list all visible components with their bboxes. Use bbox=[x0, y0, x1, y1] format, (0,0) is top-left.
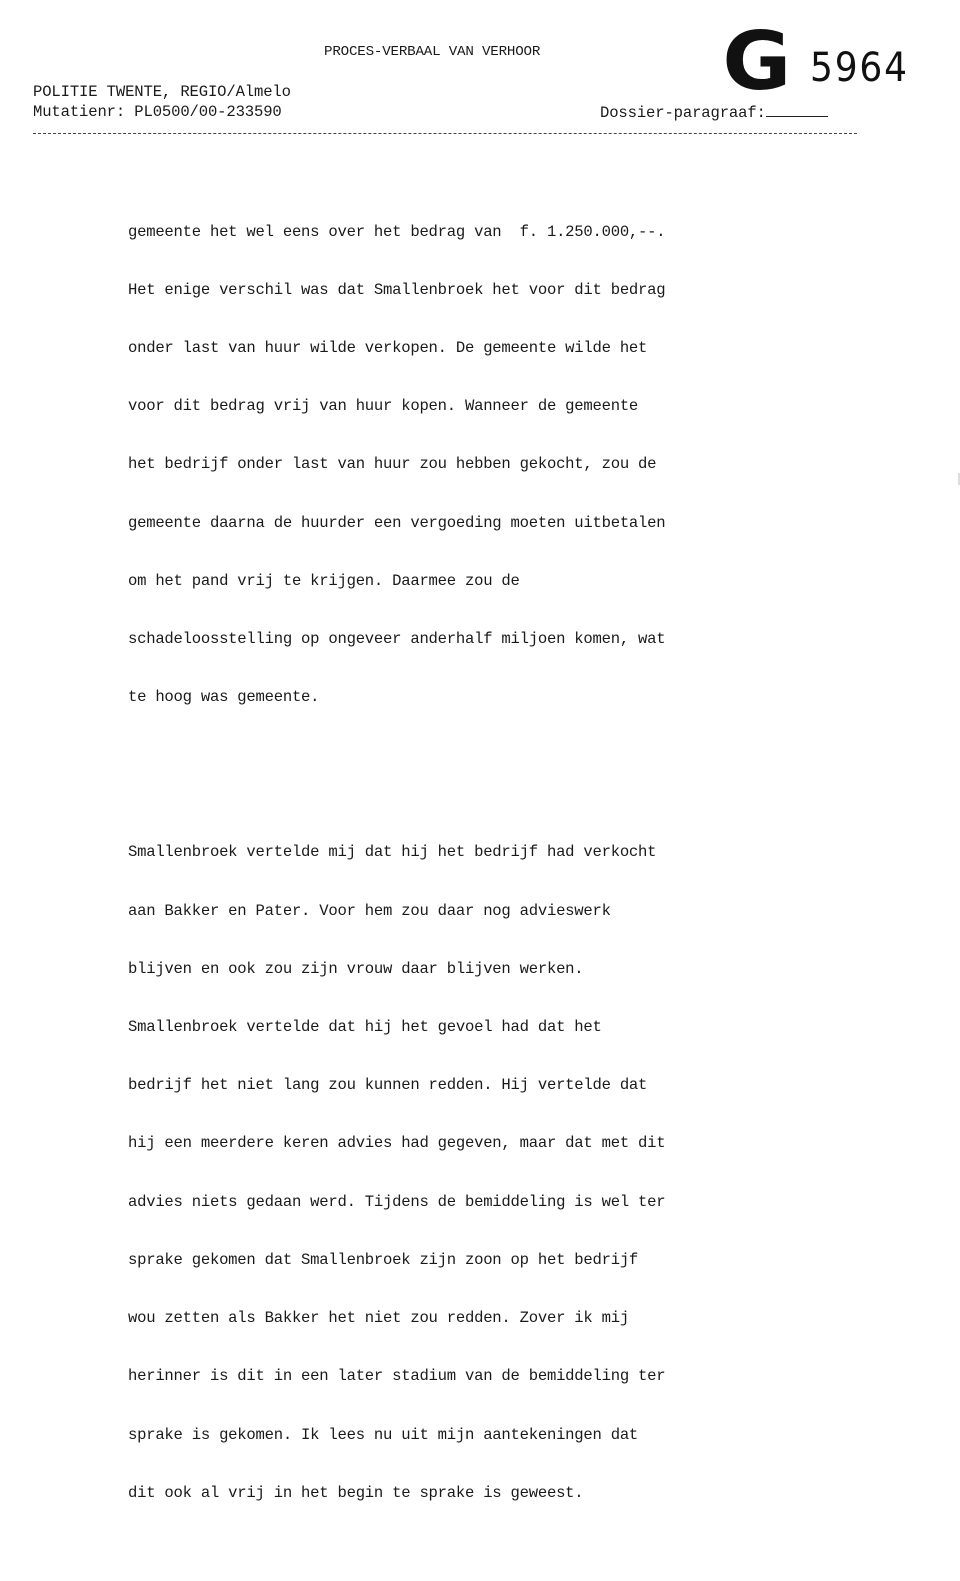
statement-body bbox=[128, 145, 828, 1581]
text-line: sprake gekomen dat Smallenbroek zijn zoon op het bedrijf bbox=[128, 1250, 639, 1269]
text-line: wou zetten als Bakker het niet zou redden. Zover ik mij bbox=[128, 1309, 629, 1328]
text-line: te hoog was gemeente. bbox=[128, 688, 320, 707]
paragraph-1 bbox=[128, 184, 828, 747]
text-line: Smallenbroek vertelde dat hij het gevoel had dat het bbox=[128, 1018, 602, 1037]
text-line: aan Bakker en Pater. Voor hem zou daar nog advieswerk bbox=[128, 901, 611, 920]
stamp-number: 5964 bbox=[810, 45, 909, 91]
text-line: sprake is gekomen. Ik lees nu uit mijn aantekeningen dat bbox=[128, 1425, 639, 1444]
text-line: Smallenbroek vertelde mij dat hij het bedrijf had verkocht bbox=[128, 843, 657, 862]
paragraph-2 bbox=[128, 805, 828, 1542]
text-line: het bedrijf onder last van huur zou hebben gekocht, zou de bbox=[128, 455, 657, 474]
organization-header: POLITIE TWENTE, REGIO/Almelo bbox=[33, 83, 291, 101]
text-line: herinner is dit in een later stadium van de bemiddeling ter bbox=[128, 1367, 666, 1386]
mutation-number: PL0500/00-233590 bbox=[134, 103, 282, 121]
dossier-blank bbox=[766, 103, 828, 117]
mutation-label: Mutatienr: bbox=[33, 103, 126, 121]
mutation-number-line bbox=[33, 103, 282, 121]
text-line: gemeente daarna de huurder een vergoeding moeten uitbetalen bbox=[128, 513, 666, 532]
dashed-separator bbox=[33, 133, 857, 134]
text-line: onder last van huur wilde verkopen. De gemeente wilde het bbox=[128, 339, 648, 358]
dossier-paragraph-field bbox=[600, 103, 828, 122]
text-line: Het enige verschil was dat Smallenbroek het voor dit bedrag bbox=[128, 280, 666, 299]
text-line: om het pand vrij te krijgen. Daarmee zou de bbox=[128, 571, 520, 590]
stamp-letter: G bbox=[722, 15, 792, 108]
text-line: gemeente het wel eens over het bedrag van f. 1.250.000,--. bbox=[128, 222, 666, 241]
text-line: advies niets gedaan werd. Tijdens de bemiddeling is wel ter bbox=[128, 1192, 666, 1211]
text-line: hij een meerdere keren advies had gegeven, maar dat met dit bbox=[128, 1134, 666, 1153]
text-line: bedrijf het niet lang zou kunnen redden. Hij vertelde dat bbox=[128, 1076, 648, 1095]
text-line: blijven en ook zou zijn vrouw daar blijven werken. bbox=[128, 959, 584, 978]
text-line: voor dit bedrag vrij van huur kopen. Wanneer de gemeente bbox=[128, 397, 639, 416]
document-title: PROCES-VERBAAL VAN VERHOOR bbox=[324, 44, 541, 60]
text-line: dit ook al vrij in het begin te sprake is geweest. bbox=[128, 1483, 584, 1502]
dossier-label: Dossier-paragraaf: bbox=[600, 104, 766, 122]
text-line: schadeloosstelling op ongeveer anderhalf miljoen komen, wat bbox=[128, 630, 666, 649]
